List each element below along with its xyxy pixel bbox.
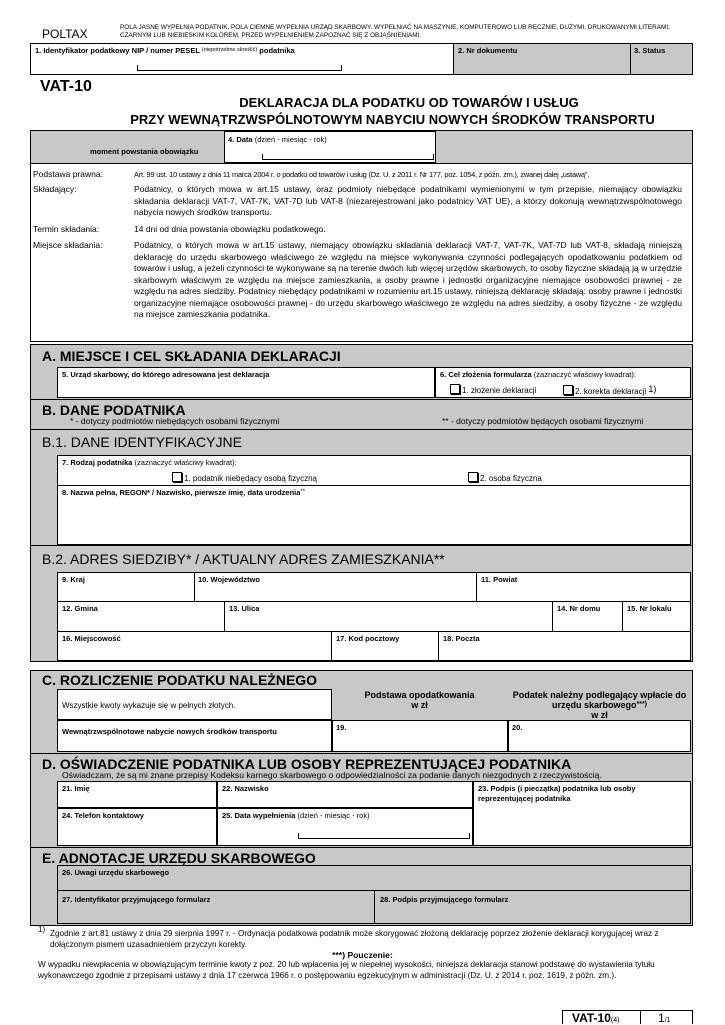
footer-form-code: VAT-10(4) [572, 1011, 620, 1025]
postal-code-field[interactable]: 17. Kod pocztowy [336, 634, 400, 643]
fill-date-label: 25. Data wypełnienia (dzień - miesiąc - rok) [222, 811, 370, 820]
footnote-1: Zgodnie z art.81 ustawy z dnia 29 sierpnia 1997 r. - Ordynacja podatkowa podatnik może skorygować złożoną deklarację poprzez złożenie deklaracji korygującej wraz z dołączonym pismem uzasadnieniem przyczyn korekty. [50, 929, 659, 949]
receiver-signature-label: 28. Podpis przyjmującego formularz [380, 895, 509, 904]
phone-label: 24. Telefon kontaktowy [62, 811, 144, 820]
tax-office-label: 5. Urząd skarbowy, do którego adresowana jest deklaracja [62, 370, 270, 379]
checkbox-icon[interactable] [450, 384, 460, 394]
status-label: 3. Status [634, 46, 666, 55]
taxpayer-type-option-2[interactable]: 2. osoba fizyczna [468, 472, 542, 483]
header-instructions: POLA JASNE WYPEŁNIA PODATNIK, POLA CIEMNE WYPEŁNIA URZĄD SKARBOWY. WYPEŁNIAĆ NA MASZYNIE, KOMPUTEROWO LUB RĘCZNIE, DUŻYMI, DRUKOWANYMI LITERAMI, CZARNYM LUB NIEBIESKIM KOLOREM. PRZED WYPEŁNIENIEM ZAPOZNAĆ SIĘ Z OBJAŚNIENIAMI. [120, 24, 670, 39]
checkbox-icon[interactable] [468, 472, 478, 482]
country-field[interactable]: 9. Kraj [62, 575, 85, 584]
termin-text: 14 dni od dnia powstania obowiązku podatkowego. [134, 224, 326, 234]
addr-col-line [438, 631, 439, 661]
voivodeship-field[interactable]: 10. Województwo [198, 575, 260, 584]
skladajacy-text: Podatnicy, o których mowa w art.15 ustawy, oraz podmioty niebędące podatnikami wymienionymi w tym przepisie, niemający obowiązku składania deklaracji VAT-7, VAT-7K, VAT-7D lub VAT-8 (niezarejestrowani jako podatnicy VAT UE), a którzy dokonują wewnątrzwspólnotowego nabycia nowych środków transportu. [134, 184, 682, 217]
b1-title: B.1. DANE IDENTYFIKACYJNE [42, 434, 242, 450]
tax-amount-field[interactable] [508, 720, 691, 752]
poltax-label: POLTAX [42, 27, 88, 41]
b2-divider [30, 545, 693, 546]
last-name-label: 22. Nazwisko [222, 784, 269, 793]
doc-number-label: 2. Nr dokumentu [458, 46, 518, 55]
termin-label: Termin składania: [33, 224, 100, 234]
footnote-mark: 1) [38, 925, 46, 934]
addr-col-line [476, 572, 477, 601]
row-label: Wewnątrzwspólnotowe nabycie nowych środków transportu [62, 727, 277, 736]
addr-col-line [224, 601, 225, 631]
amounts-note: Wszystkie kwoty wykazuje się w pełnych złotych. [62, 701, 236, 710]
header-divider [630, 43, 631, 75]
miejsce-label: Miejsce składania: [33, 240, 103, 250]
b-divider [30, 429, 693, 430]
note-natural: ** - dotyczy podmiotów będących osobami fizycznymi [442, 416, 644, 426]
purpose-option-2[interactable]: 2. korekta deklaracji 1) [563, 384, 656, 396]
taxpayer-type-option-1[interactable]: 1. podatnik niebędący osobą fizyczną [172, 472, 317, 483]
section-e-title: E. ADNOTACJE URZĘDU SKARBOWEGO [42, 850, 316, 866]
form-title-1: DEKLARACJA DLA PODATKU OD TOWARÓW I USŁUG [239, 95, 579, 110]
podstawa-text: Art. 99 ust. 10 ustawy z dnia 11 marca 2004 r. o podatku od towarów i usług (Dz. U. z 2011 r. Nr 177, poz. 1054, z późn. zm.), zwanej dalej „ustawą”. [134, 170, 590, 179]
section-b-title: B. DANE PODATNIKA [42, 402, 186, 418]
pouczenie-text: W wypadku niewpłacenia w obowiązującym terminie kwoty z poz. 20 lub wpłacenia jej w niepełnej wysokości, niniejsza deklaracja stanowi podstawę do wystawienia tytułu wykonawczego zgodnie z przepisami ustawy z dnia 17 czerwca 1966 r. o postępowaniu egzekucyjnym w administracji (Dz. U. z 2014 r. poz. 1619, z późn. zm.). [38, 960, 655, 980]
checkbox-icon[interactable] [172, 472, 182, 482]
statement: Oświadczam, że są mi znane przepisy Kodeksu karnego skarbowego o odpowiedzialności za podanie danych niezgodnych z rzeczywistością. [62, 770, 602, 780]
pouczenie-title: ***) Pouczenie: [332, 950, 393, 960]
county-field[interactable]: 11. Powiat [481, 575, 518, 584]
miejsce-text: Podatnicy, o których mowa w art.15 ustawy, niemający obowiązku składania deklaracji VAT-7, VAT-7K, VAT-7D lub VAT-8, składają niniejszą deklarację do urzędu skarbowego właściwego ze względu na miejsce wykonywania czynności podlegających opodatkowaniu podatkiem od towarów i usług, a jeżeli czynności te wykonywane są na terenie dwóch lub więcej urzędów skarbowych, to osoby fizyczne składają ją w urzędzie skarbowym właściwym ze względu na miejsce zamieszkania, a osoby prawne i jednostki organizacyjne niemające osobowości prawnej - ze względu na adres siedziby. Podatnicy niebędący podatnikami w rozumieniu art.15 ustawy, niniejszą deklarację składają: osoby prawne i jednostki organizacyjne niemające osobowości prawnej - do urzędu skarbowego właściwego ze względu na adres siedziby, a osoby fizyczne - ze względu na miejsce zamieszkania podatnika. [134, 240, 682, 319]
skladajacy-label: Składający: [33, 184, 77, 194]
section-d-title: D. OŚWIADCZENIE PODATNIKA LUB OSOBY REPREZENTUJĄCEJ PODATNIKA [42, 756, 572, 772]
first-name-label: 21. Imię [62, 784, 90, 793]
addr-col-line [194, 572, 195, 601]
receiver-id-label: 27. Identyfikator przyjmującego formularz [62, 895, 211, 904]
date-ticks [262, 154, 434, 160]
form-code: VAT-10 [40, 78, 92, 95]
row-label-box [57, 720, 332, 752]
city-field[interactable]: 16. Miejscowość [62, 634, 121, 643]
commune-field[interactable]: 12. Gmina [62, 604, 98, 613]
fill-date-ticks [298, 833, 470, 839]
addr-col-line [622, 601, 623, 631]
taxpayer-type-label: 7. Rodzaj podatnika (zaznaczyć właściwy kwadrat): [62, 458, 237, 467]
street-field[interactable]: 13. Ulica [229, 604, 260, 613]
base-amount-field[interactable] [332, 720, 508, 752]
note-non-natural: * - dotyczy podmiotów niebędących osobami fizycznymi [70, 416, 280, 426]
signature-label: 23. Podpis (i pieczątka) podatnika lub osoby reprezentującej podatnika [478, 784, 636, 803]
flat-number-field[interactable]: 15. Nr lokalu [627, 604, 672, 613]
col-tax-header: Podatek należny podlegający wpłacie do urzędu skarbowego***) w zł [512, 690, 687, 720]
full-name-label: 8. Nazwa pełna, REGON* / Nazwisko, pierwsze imię, data urodzenia** [62, 488, 306, 497]
b2-title: B.2. ADRES SIEDZIBY* / AKTUALNY ADRES ZAMIESZKANIA** [42, 551, 445, 567]
addr-row-line-2 [57, 631, 691, 632]
house-number-field[interactable]: 14. Nr domu [557, 604, 601, 613]
tax-amount-number: 20. [512, 723, 523, 732]
moment-label: moment powstania obowiązku [90, 147, 199, 156]
purpose-option-1[interactable]: 1. złożenie deklaracji [450, 384, 536, 395]
checkbox-icon[interactable] [563, 385, 573, 395]
col-base-header: Podstawa opodatkowania w zł [364, 690, 475, 710]
podstawa-label: Podstawa prawna: [33, 169, 103, 179]
nip-label: 1. Identyfikator podatkowy NIP / numer PESEL $^{(niepotrzebne skreślić)}$ podatnika [35, 46, 295, 55]
purpose-label: 6. Cel złożenia formularza (zaznaczyć właściwy kwadrat): [440, 370, 636, 379]
addr-col-line [331, 631, 332, 661]
post-office-field[interactable]: 18. Poczta [443, 634, 480, 643]
section-a-title: A. MIEJSCE I CEL SKŁADANIA DEKLARACJI [42, 348, 341, 364]
remarks-label: 26. Uwagi urzędu skarbowego [62, 868, 170, 877]
base-amount-number: 19. [336, 723, 347, 732]
addr-col-line [552, 601, 553, 631]
address-grid [57, 572, 691, 661]
footer-code-divider [640, 1010, 641, 1024]
nip-ticks [137, 65, 342, 71]
addr-row-line-1 [57, 601, 691, 602]
footer-page: 1/1 [658, 1011, 671, 1025]
section-c-title: C. ROZLICZENIE PODATKU NALEŻNEGO [42, 672, 318, 688]
date-label: 4. Data (dzień - miesiąc - rok) [228, 135, 327, 144]
form-title-2: PRZY WEWNĄTRZWSPÓLNOTOWYM NABYCIU NOWYCH ŚRODKÓW TRANSPORTU [130, 112, 655, 127]
